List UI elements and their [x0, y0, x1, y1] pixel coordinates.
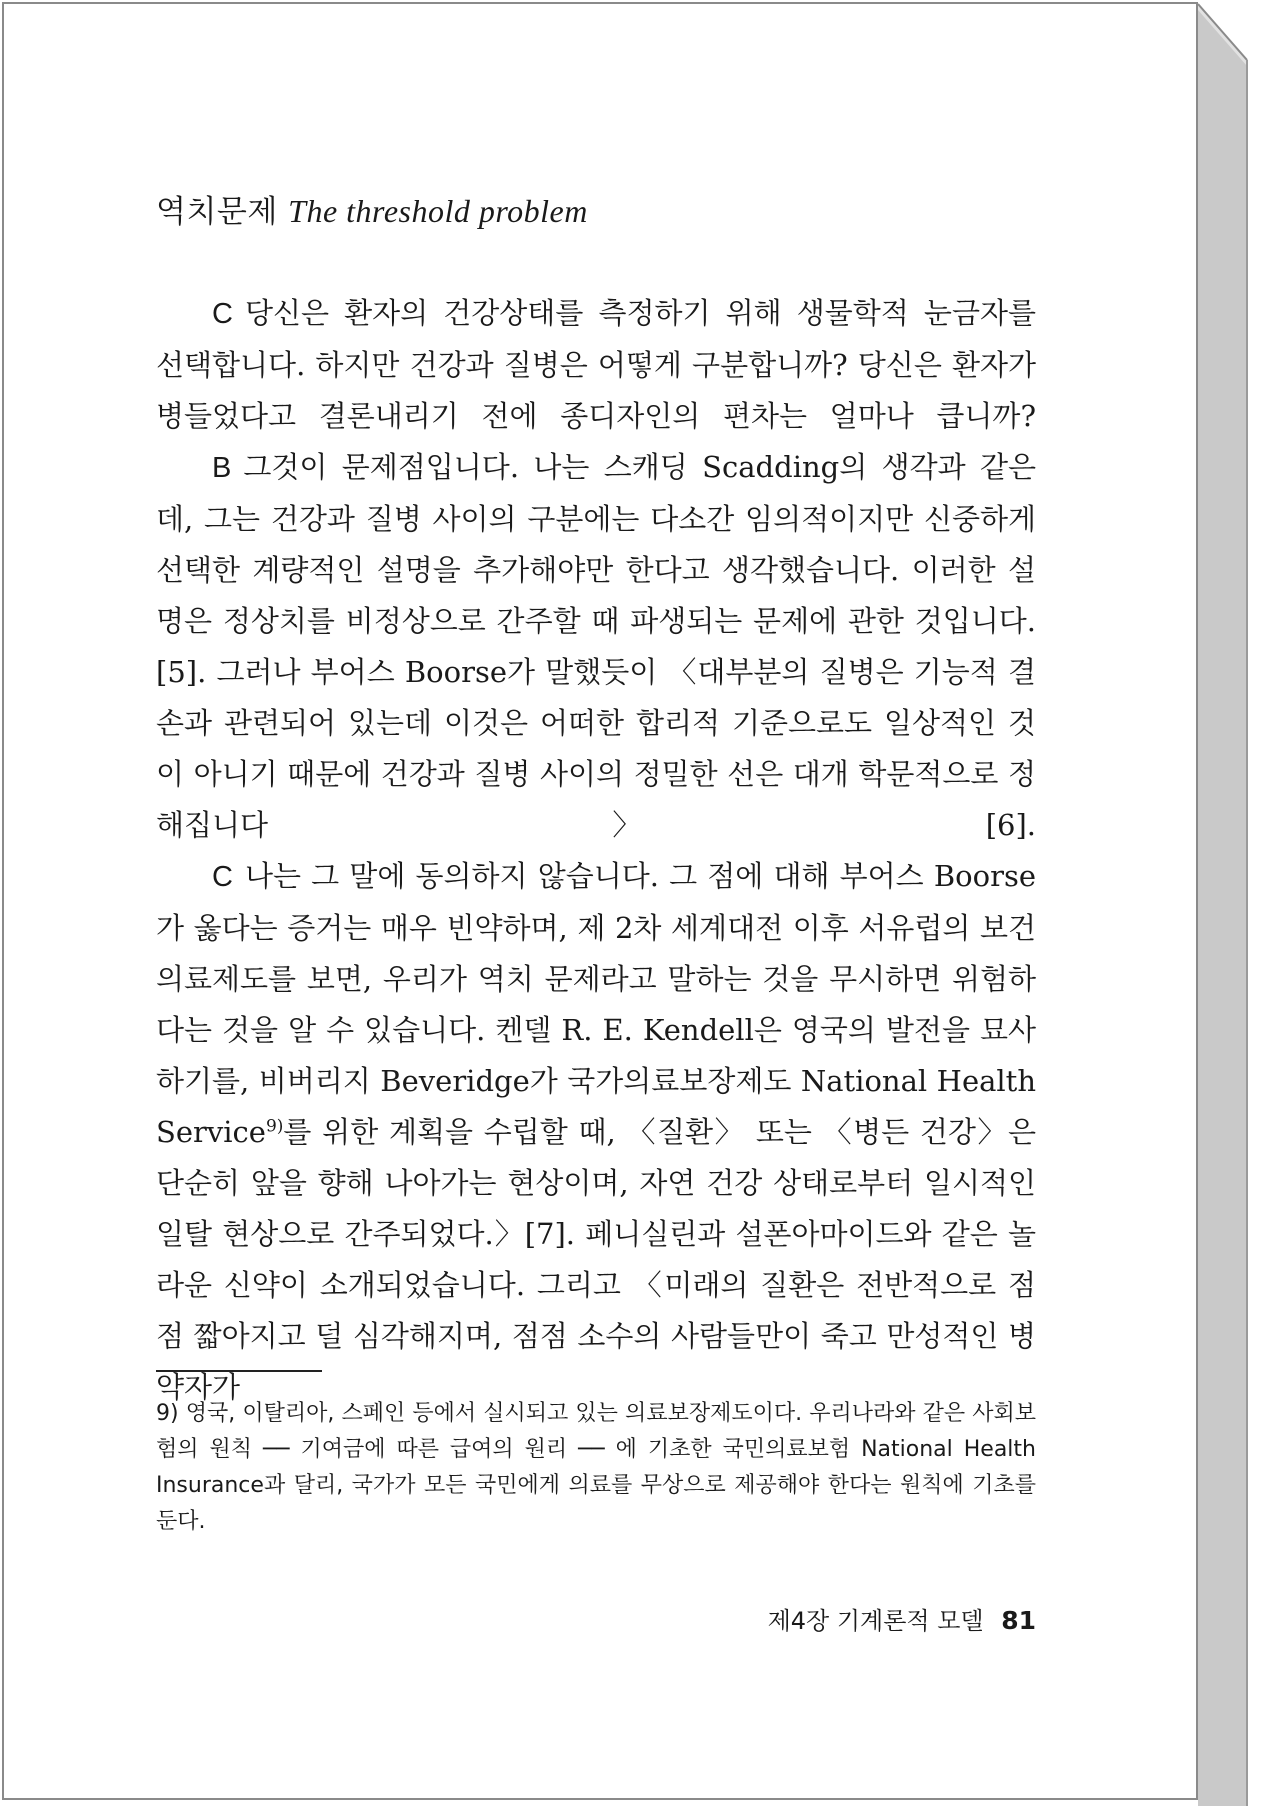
paragraph	[156, 288, 1036, 442]
paragraph-text: 그것이 문제점입니다. 나는 스캐딩 Scadding의 생각과 같은데, 그는 건강과 질병 사이의 구분에는 다소간 임의적이지만 신중하게 선택한 계량적인 설명을 추가해야만 한다고 생각했습니다. 이러한 설명은 정상치를 비정상으로 간주할 때 파생되는 문제에 관한 것입니다.[5]. 그러나 부어스 Boorse가 말했듯이 〈대부분의 질병은 기능적 결손과 관련되어 있는데 이것은 어떠한 합리적 기준으로도 일상적인 것이 아니기 때문에 건강과 질병 사이의 정밀한 선은 대개 학문적으로 정해집니다〉[6].	[156, 450, 1036, 842]
section-heading	[156, 186, 588, 231]
heading-korean: 역치문제	[156, 194, 278, 230]
chapter-title: 제4장 기계론적 모델	[767, 1607, 984, 1635]
speaker-label: C	[212, 861, 233, 893]
paragraph-text: 당신은 환자의 건강상태를 측정하기 위해 생물학적 눈금자를 선택합니다. 하지만 건강과 질병은 어떻게 구분합니까? 당신은 환자가 병들었다고 결론내리기 전에 종디자인의 편차는 얼마나 큽니까?	[156, 296, 1036, 433]
paragraph-text-before: 나는 그 말에 동의하지 않습니다. 그 점에 대해 부어스 Boorse가 옳다는 증거는 매우 빈약하며, 제 2차 세계대전 이후 서유럽의 보건의료제도를 보면, 우리가 역치 문제라고 말하는 것을 무시하면 위험하다는 것을 알 수 있습니다. 켄델 R. E. Kendell은 영국의 발전을 묘사하기를, 비버리지 Beveridge가 국가의료보장제도 National Health Service	[156, 859, 1036, 1149]
paragraph	[156, 851, 1036, 1413]
footnote-text: 영국, 이탈리아, 스페인 등에서 실시되고 있는 의료보장제도이다. 우리나라와 같은 사회보험의 원칙 ── 기여금에 따른 급여의 원리 ── 에 기초한 국민의료보험 National Health Insurance과 달리, 국가가 모든 국민에게 의료를 무상으로 제공해야 한다는 원칙에 기초를 둔다.	[156, 1401, 1036, 1534]
heading-english: The threshold problem	[288, 193, 588, 229]
paragraph	[156, 442, 1036, 851]
footnote	[156, 1396, 1036, 1540]
footnote-divider	[156, 1370, 322, 1372]
dialogue-body	[156, 288, 1036, 1413]
speaker-label: C	[212, 298, 233, 330]
paragraph-text-after: 를 위한 계획을 수립할 때, 〈질환〉 또는 〈병든 건강〉은 단순히 앞을 향해 나아가는 현상이며, 자연 건강 상태로부터 일시적인 일탈 현상으로 간주되었다.〉[7]. 페니실린과 설폰아마이드와 같은 놀라운 신약이 소개되었습니다. 그리고 〈미래의 질환은 전반적으로 점점 짧아지고 덜 심각해지며, 점점 소수의 사람들만이 죽고 만성적인 병약자가	[156, 1115, 1036, 1404]
running-footer	[768, 1601, 1036, 1636]
footnote-marker: 9)	[156, 1401, 179, 1426]
speaker-label: B	[212, 452, 232, 484]
page-number: 81	[1001, 1606, 1036, 1635]
footnote-reference: 9)	[265, 1116, 284, 1137]
